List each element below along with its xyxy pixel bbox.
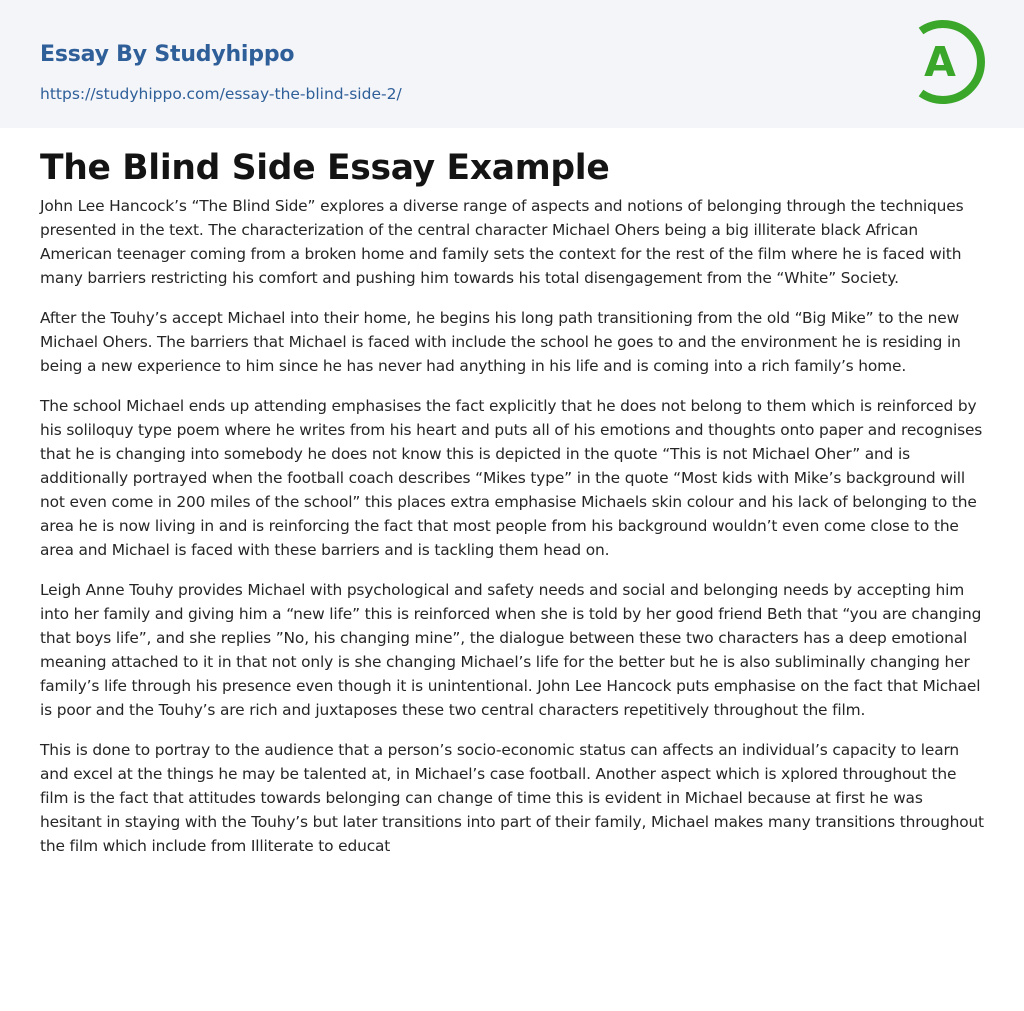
site-brand[interactable]: Essay By Studyhippo (40, 42, 295, 67)
essay-paragraph-3: The school Michael ends up attending emphasises the fact explicitly that he does not belong to them which is reinforced by his soliloquy type poem where he writes from his heart and puts all of his emotions and thoughts onto paper and recognises that he is changing into somebody he does not know this is depicted in the quote “This is not Michael Oher” and is additionally portrayed when the football coach describes “Mikes type” in the quote “Most kids with Mike’s background will not even come in 200 miles of the school” this places extra emphasise Michaels skin colour and his lack of belonging to the area he is now living in and is reinforcing the fact that most people from his background wouldn’t even come close to the area and Michael is faced with these barriers and is tackling them head on. (40, 397, 983, 559)
essay-url-link[interactable]: https://studyhippo.com/essay-the-blind-side-2/ (40, 85, 402, 103)
studyhippo-logo-icon[interactable] (905, 17, 989, 107)
essay-paragraph-4: Leigh Anne Touhy provides Michael with psychological and safety needs and social and belonging needs by accepting him into her family and giving him a “new life” this is reinforced when she is told by her good friend Beth that “you are changing that boys life”, and she replies ”No, his changing mine”, the dialogue between these two characters has a deep emotional meaning attached to it in that not only is she changing Michael’s life for the better but he is also subliminally changing her family’s life through his presence even though it is unintentional. John Lee Hancock puts emphasise on the fact that Michael is poor and the Touhy’s are rich and juxtaposes these two central characters repetitively throughout the film. (40, 581, 982, 719)
logo-letter: A (924, 38, 956, 86)
essay-body (40, 194, 984, 874)
page-title: The Blind Side Essay Example (40, 148, 610, 188)
essay-paragraph-1: John Lee Hancock’s “The Blind Side” explores a diverse range of aspects and notions of belonging through the techniques presented in the text. The characterization of the central character Michael Ohers being a big illiterate black African American teenager coming from a broken home and family sets the context for the rest of the film where he is faced with many barriers restricting his comfort and pushing him towards his total disengagement from the “White” Society. (40, 197, 964, 287)
essay-paragraph-2: After the Touhy’s accept Michael into their home, he begins his long path transitioning from the old “Big Mike” to the new Michael Ohers. The barriers that Michael is faced with include the school he goes to and the environment he is residing in being a new experience to him since he has never had anything in his life and is coming into a rich family’s home. (40, 309, 961, 375)
essay-paragraph-5: This is done to portray to the audience that a person’s socio-economic status can affects an individual’s capacity to learn and excel at the things he may be talented at, in Michael’s case football. Another aspect which is xplored throughout the film is the fact that attitudes towards belonging can change of time this is evident in Michael because at first he was hesitant in staying with the Touhy’s but later transitions into part of their family, Michael makes many transitions throughout the film which include from Illiterate to educat (40, 741, 984, 855)
site-header (0, 0, 1024, 128)
